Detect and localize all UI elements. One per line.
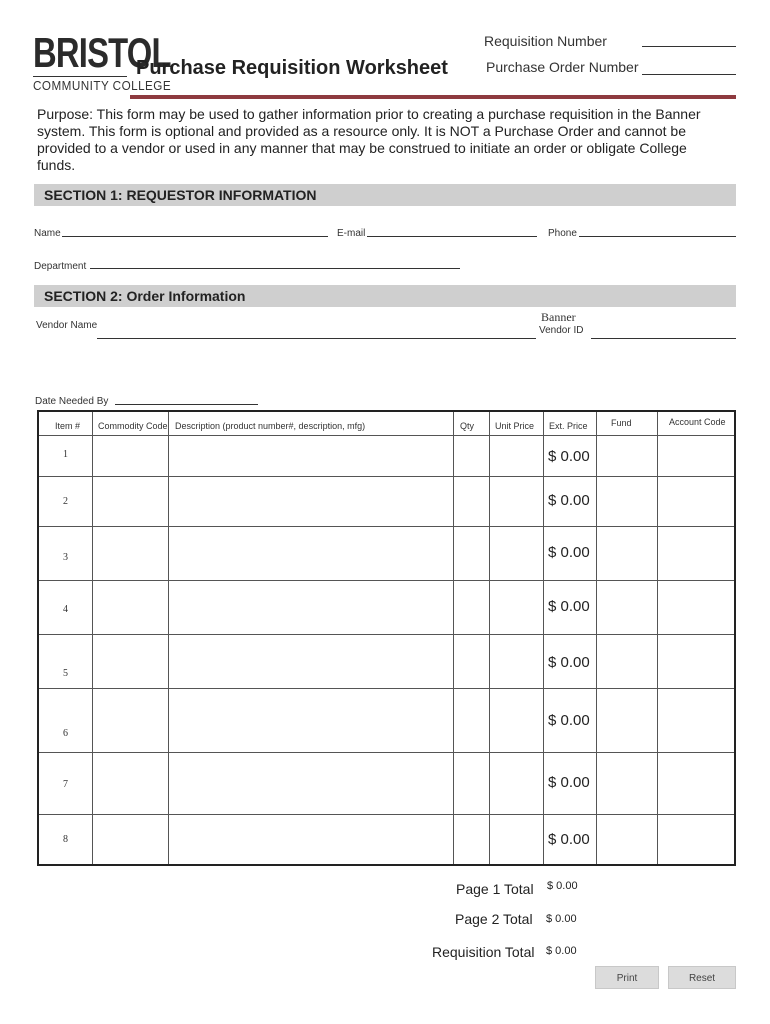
column-header-item: Item # — [55, 421, 81, 431]
column-divider — [657, 412, 658, 864]
requisition-number-field[interactable] — [642, 46, 736, 47]
date-needed-label: Date Needed By — [35, 396, 109, 407]
banner-label: Banner — [541, 310, 576, 324]
purchase-order-number-field[interactable] — [642, 74, 736, 75]
department-label: Department — [34, 261, 87, 272]
vendor-id-label: Vendor ID — [539, 325, 584, 336]
phone-field[interactable] — [579, 236, 736, 237]
row-divider — [39, 752, 734, 753]
item-number: 2 — [63, 496, 68, 507]
date-needed-field[interactable] — [115, 404, 258, 405]
section2-header: SECTION 2: Order Information — [34, 285, 736, 307]
purpose-text: Purpose: This form may be used to gather information prior to creating a purchase requisition in the Banner system. This form is optional and provided as a resource only. It is NOT a Purchase Order and cannot be provided to a vendor or used in any manner that may be construed to initiate an order or obligate College funds. — [37, 106, 701, 173]
college-logo-subtitle: COMMUNITY COLLEGE — [33, 78, 172, 93]
page1-total-value: $ 0.00 — [547, 880, 578, 892]
column-divider — [489, 412, 490, 864]
row-divider — [39, 634, 734, 635]
item-number: 6 — [63, 728, 68, 739]
item-number: 8 — [63, 834, 68, 845]
order-table — [37, 410, 736, 866]
college-logo-wordmark: BRISTOL — [33, 29, 171, 76]
column-divider — [92, 412, 93, 864]
column-divider — [543, 412, 544, 864]
item-number: 3 — [63, 552, 68, 563]
row-divider — [39, 580, 734, 581]
vendor-name-field[interactable] — [97, 338, 536, 339]
page2-total-value: $ 0.00 — [546, 913, 577, 925]
requisition-total-label: Requisition Total — [432, 944, 535, 960]
ext-price-value: $ 0.00 — [548, 492, 590, 509]
ext-price-value: $ 0.00 — [548, 831, 590, 848]
column-header-description: Description (product number#, description, mfg) — [175, 421, 366, 431]
column-divider — [453, 412, 454, 864]
name-field[interactable] — [62, 236, 328, 237]
section1-header: SECTION 1: REQUESTOR INFORMATION — [34, 184, 736, 206]
ext-price-value: $ 0.00 — [548, 712, 590, 729]
name-label: Name — [34, 228, 61, 239]
ext-price-value: $ 0.00 — [548, 774, 590, 791]
ext-price-value: $ 0.00 — [548, 598, 590, 615]
page1-total-label: Page 1 Total — [456, 881, 534, 897]
reset-button[interactable]: Reset — [668, 966, 736, 989]
row-divider — [39, 476, 734, 477]
requisition-number-label: Requisition Number — [484, 33, 607, 49]
column-divider — [596, 412, 597, 864]
ext-price-value: $ 0.00 — [548, 654, 590, 671]
column-header-commodity: Commodity Code — [98, 421, 168, 431]
vendor-name-label: Vendor Name — [36, 320, 98, 331]
item-number: 5 — [63, 668, 68, 679]
page2-total-label: Page 2 Total — [455, 911, 533, 927]
logo-divider — [33, 76, 127, 77]
row-divider — [39, 688, 734, 689]
phone-label: Phone — [548, 228, 577, 239]
email-field[interactable] — [367, 236, 537, 237]
ext-price-value: $ 0.00 — [548, 544, 590, 561]
row-divider — [39, 435, 734, 436]
column-header-ext-price: Ext. Price — [549, 421, 588, 431]
column-header-fund: Fund — [611, 418, 632, 428]
row-divider — [39, 814, 734, 815]
row-divider — [39, 526, 734, 527]
ext-price-value: $ 0.00 — [548, 448, 590, 465]
vendor-id-field[interactable] — [591, 338, 736, 339]
print-button[interactable]: Print — [595, 966, 659, 989]
requisition-total-value: $ 0.00 — [546, 945, 577, 957]
email-label: E-mail — [337, 228, 366, 239]
item-number: 7 — [63, 779, 68, 790]
item-number: 1 — [63, 449, 68, 460]
item-number: 4 — [63, 604, 68, 615]
purchase-order-number-label: Purchase Order Number — [486, 59, 639, 75]
column-header-unit-price: Unit Price — [495, 421, 535, 431]
page-title: Purchase Requisition Worksheet — [136, 57, 448, 79]
department-field[interactable] — [90, 268, 460, 269]
column-header-qty: Qty — [460, 421, 475, 431]
column-header-account-code: Account Code — [669, 417, 726, 427]
header-accent-bar — [130, 95, 736, 99]
column-divider — [168, 412, 169, 864]
